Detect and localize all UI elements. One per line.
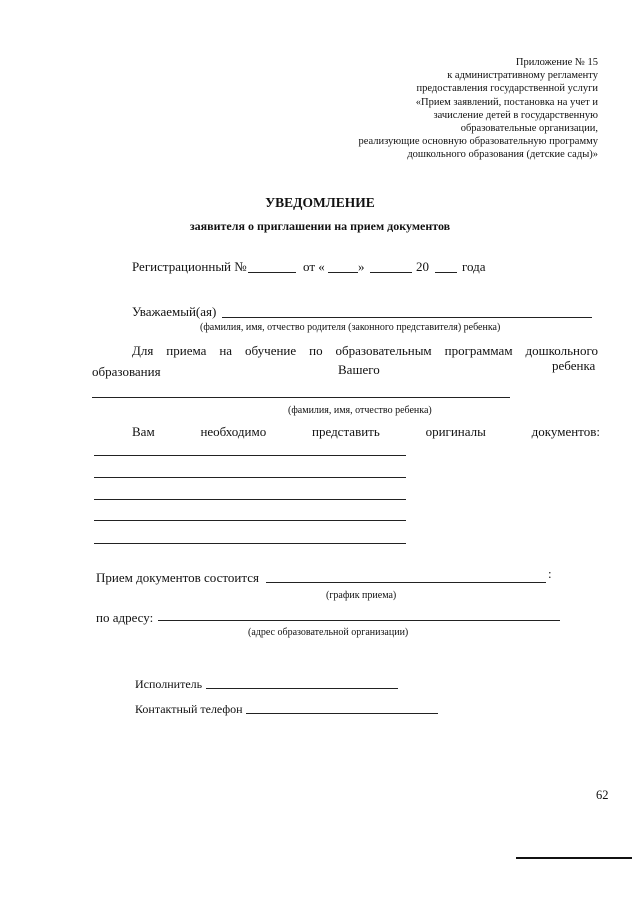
document-blank-line <box>94 499 406 500</box>
child-name-caption: (фамилия, имя, отчество ребенка) <box>288 405 432 416</box>
appointment-colon: : <box>548 566 552 581</box>
registration-year-suffix: года <box>462 259 486 274</box>
purpose-word: по <box>309 343 323 358</box>
header-line: зачисление детей в государственную <box>433 109 598 121</box>
address-label: по адресу: <box>96 610 154 625</box>
page-number: 62 <box>596 788 609 802</box>
document-blank-line <box>94 543 406 544</box>
purpose-word: образования <box>92 364 161 379</box>
registration-from: от « <box>303 259 325 274</box>
executor-label: Исполнитель <box>135 677 203 691</box>
document-blank-line <box>94 477 406 478</box>
header-line: Приложение № 15 <box>515 57 598 68</box>
address-blank <box>158 620 560 621</box>
document-blank-line <box>94 455 406 456</box>
documents-word: оригиналы <box>425 424 486 439</box>
parent-name-blank <box>222 317 592 318</box>
registration-year-blank <box>435 272 457 273</box>
purpose-line-1 <box>132 343 598 359</box>
purpose-word: программам <box>444 343 513 358</box>
document-blank-line <box>94 520 406 521</box>
header-line: к административному регламенту <box>447 70 598 82</box>
documents-word: представить <box>312 424 380 439</box>
bottom-rule <box>516 857 632 859</box>
header-line: образовательные организации, <box>460 123 598 135</box>
schedule-blank <box>266 582 546 583</box>
document-title: УВЕДОМЛЕНИЕ <box>265 195 375 210</box>
documents-word: документов: <box>531 424 600 439</box>
header-line: дошкольного образования (детские сады)» <box>407 149 598 161</box>
address-caption: (адрес образовательной организации) <box>248 627 409 638</box>
registration-number-blank <box>248 272 296 273</box>
documents-word: Вам <box>132 424 155 439</box>
phone-blank <box>246 713 438 714</box>
appendix-header <box>358 56 598 162</box>
parent-name-caption: (фамилия, имя, отчество родителя (законного представителя) ребенка) <box>200 322 501 333</box>
header-line: реализующие основную образовательную программу <box>358 136 598 148</box>
purpose-word: обучение <box>245 343 297 358</box>
executor-blank <box>206 688 398 689</box>
purpose-word: Вашего <box>338 362 380 377</box>
documents-word: необходимо <box>200 424 267 439</box>
purpose-word: приема <box>166 343 207 358</box>
child-name-blank <box>92 397 510 398</box>
documents-line <box>132 424 600 440</box>
purpose-word: ребенка <box>552 358 596 373</box>
registration-month-blank <box>370 272 412 273</box>
header-line: «Прием заявлений, постановка на учет и <box>415 96 598 108</box>
purpose-word: образовательным <box>335 343 432 358</box>
registration-label: Регистрационный № <box>132 259 247 274</box>
purpose-word: дошкольного <box>525 343 598 358</box>
phone-label: Контактный телефон <box>135 702 243 716</box>
greeting-label: Уважаемый(ая) <box>132 304 217 319</box>
appointment-label: Прием документов состоится <box>96 570 259 585</box>
schedule-caption: (график приема) <box>326 590 397 601</box>
purpose-word: на <box>219 343 233 358</box>
header-line: предоставления государственной услуги <box>416 83 598 95</box>
document-subtitle: заявителя о приглашении на прием документов <box>189 219 451 233</box>
registration-day-blank <box>328 272 358 273</box>
registration-close-quote: » <box>358 259 365 274</box>
purpose-word: Для <box>132 343 154 358</box>
registration-year-prefix: 20 <box>416 259 429 274</box>
